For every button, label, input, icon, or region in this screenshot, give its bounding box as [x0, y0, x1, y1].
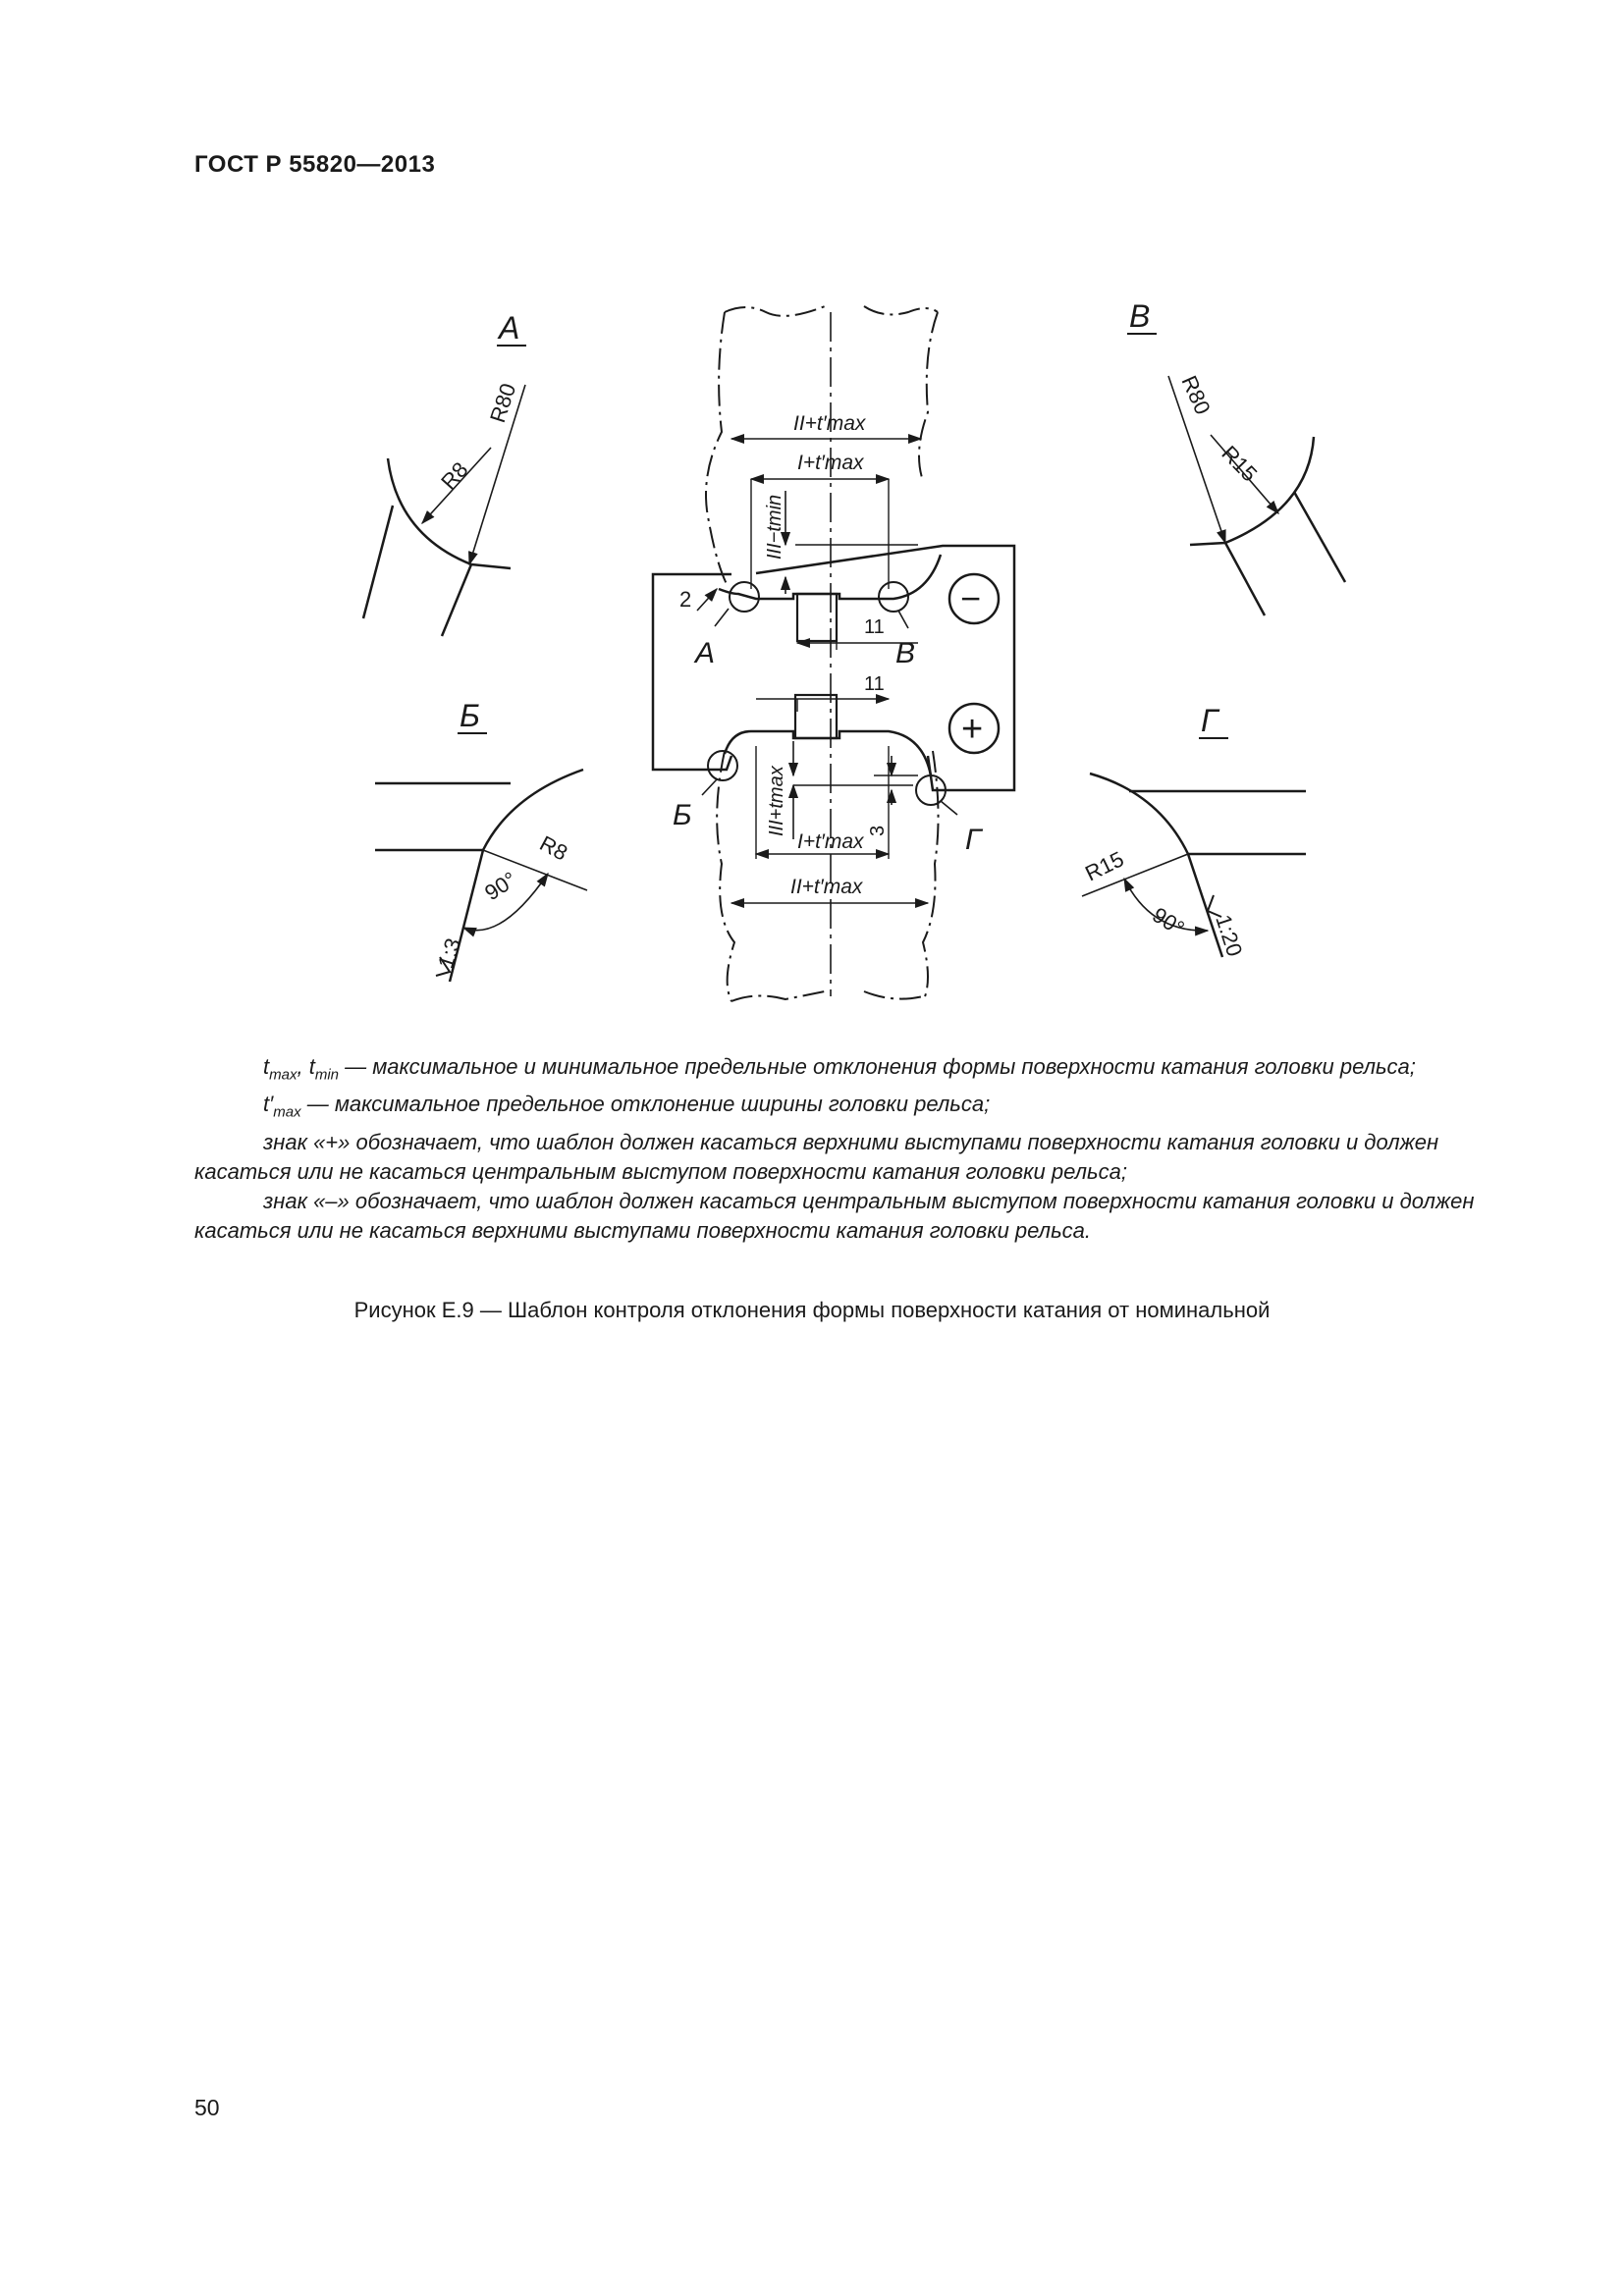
dim-bottom-11: 11 — [864, 673, 885, 695]
detail-a-r8: R8 — [436, 456, 473, 495]
main-template — [653, 306, 1014, 1001]
detail-b — [375, 698, 587, 982]
detail-v — [1127, 298, 1345, 615]
detail-b-slope: 1:3 — [432, 934, 466, 972]
callout-label-b: Б — [673, 799, 692, 831]
callout-circle-a — [730, 582, 759, 612]
dim-bottom-inner: I+t′max — [797, 830, 864, 853]
page-number: 50 — [194, 2095, 220, 2120]
note-tolerances: $t_{max}$, $t_{min}$ — максимальное и минимальное предельные отклонения формы поверхности катания головки рельса; — [263, 1054, 1416, 1084]
notes-block — [194, 1052, 1522, 1246]
dim-top-height: III−tmin — [764, 494, 785, 560]
detail-v-r15: R15 — [1217, 441, 1263, 487]
view-label-v: В — [1129, 298, 1151, 334]
detail-a-r80: R80 — [484, 380, 521, 426]
callout-label-g: Г — [965, 824, 982, 856]
detail-v-r80: R80 — [1176, 371, 1216, 418]
detail-a — [363, 310, 526, 636]
note-plus-sign: знак «+» обозначает, что шаблон должен касаться верхними выступами поверхности катания головки и должен касаться или не касаться центральным выступом поверхности катания головки рельса; — [194, 1129, 1439, 1184]
plus-sign: + — [961, 709, 984, 750]
rail-upper-outline — [706, 306, 938, 584]
dim-bottom-outer: II+t′max — [790, 876, 863, 898]
dim-top-inner: I+t′max — [797, 452, 864, 474]
dim-top-outer: II+t′max — [793, 412, 866, 435]
dim-3: 3 — [867, 825, 889, 836]
figure-caption: Рисунок Е.9 — Шаблон контроля отклонения формы поверхности катания от номинальной — [353, 1298, 1271, 1322]
dim-bottom-height: III+tmax — [766, 766, 787, 836]
view-label-a: А — [499, 310, 520, 346]
view-label-g: Г — [1201, 703, 1218, 738]
detail-g-angle: 90° — [1148, 902, 1189, 941]
note-width-tolerance: $t'_{max}$ — максимальное предельное отклонение ширины головки рельса; — [263, 1092, 991, 1121]
note-minus-sign: знак «–» обозначает, что шаблон должен касаться центральным выступом поверхности катания головки и должен касаться или не касаться верхними выступами поверхности катания головки рельса. — [194, 1188, 1475, 1243]
detail-g-slope: 1:20 — [1211, 911, 1248, 960]
technical-drawing — [0, 0, 1624, 1041]
dim-2: 2 — [679, 587, 692, 612]
dim-top-11: 11 — [864, 616, 885, 638]
detail-g-r15: R15 — [1081, 846, 1128, 886]
detail-b-angle: 90° — [480, 867, 521, 906]
callout-label-v: В — [895, 637, 916, 669]
view-label-b: Б — [460, 698, 480, 733]
callout-label-a: А — [695, 637, 716, 669]
document-code: ГОСТ Р 55820—2013 — [194, 151, 436, 178]
detail-g — [1081, 703, 1306, 959]
detail-b-r8: R8 — [535, 830, 572, 866]
minus-sign: − — [960, 578, 982, 618]
